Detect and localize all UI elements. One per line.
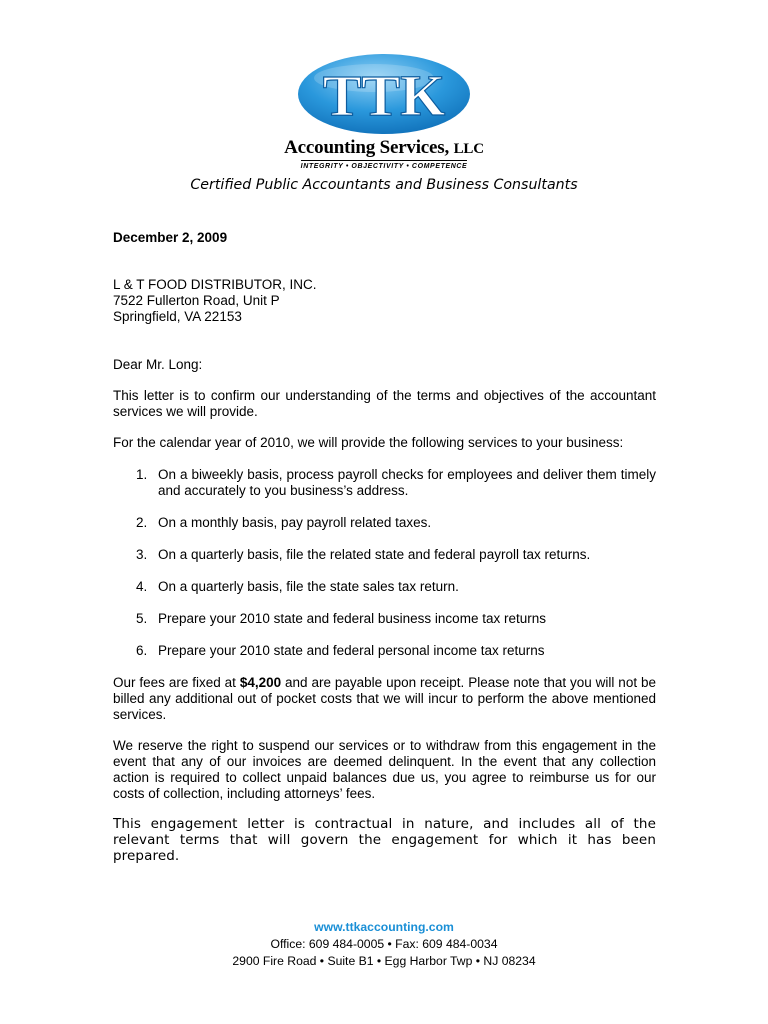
list-item: [113, 643, 656, 659]
letter-date: December 2, 2009: [113, 230, 228, 245]
list-item-text: On a quarterly basis, file the state sales tax return.: [158, 579, 459, 594]
logo-tagline: INTEGRITY • OBJECTIVITY • COMPETENCE: [301, 160, 468, 171]
ttk-ellipse-logo-icon: [296, 52, 472, 136]
letter-footer: [0, 919, 768, 970]
list-item: [113, 579, 656, 595]
letterhead-subtitle: Certified Public Accountants and Business Consultants: [190, 177, 578, 193]
fees-text-before: Our fees are fixed at: [113, 675, 240, 690]
list-item-number: 4.: [136, 579, 148, 594]
recipient-address: [113, 277, 317, 325]
fees-amount: $4,200: [239, 675, 282, 690]
list-item: [113, 547, 656, 563]
list-item-text: On a monthly basis, pay payroll related taxes.: [158, 515, 432, 530]
paragraph-services-intro: For the calendar year of 2010, we will provide the following services to your business:: [113, 435, 624, 450]
paragraph-reserve: We reserve the right to suspend our services or to withdraw from this engagement in the event that any of our invoices are deemed delinquent. In the event that any collection action is required to collect unpaid balances due us, you agree to reimburse us for our costs of collection, including attorneys’ fees.: [113, 738, 656, 801]
recipient-city: Springfield, VA 22153: [113, 309, 242, 324]
list-item: [113, 467, 656, 499]
logo-name-main: Accounting Services,: [284, 137, 450, 158]
footer-website-link[interactable]: www.ttkaccounting.com: [314, 920, 454, 934]
list-item: [113, 611, 656, 627]
services-list: [113, 467, 656, 675]
fees-text-after: and are payable upon receipt. Please note that you will not be billed any additional out of pocket costs that we will incur to perform the above mentioned services.: [113, 675, 656, 722]
logo-mark-text: TTK: [322, 63, 446, 128]
company-logo: [0, 52, 768, 171]
list-item-number: 5.: [136, 611, 148, 626]
list-item-number: 3.: [136, 547, 148, 562]
greeting: Dear Mr. Long:: [113, 357, 203, 372]
list-item-text: On a quarterly basis, file the related state and federal payroll tax returns.: [158, 547, 591, 562]
recipient-street: 7522 Fullerton Road, Unit P: [113, 293, 280, 308]
list-item-number: 1.: [136, 467, 148, 482]
list-item-number: 2.: [136, 515, 148, 530]
logo-name-suffix: LLC: [453, 141, 484, 157]
list-item-text: On a biweekly basis, process payroll checks for employees and deliver them timely and accurately to you business’s address.: [158, 467, 656, 498]
recipient-company: L & T FOOD DISTRIBUTOR, INC.: [113, 277, 317, 292]
footer-address: 2900 Fire Road • Suite B1 • Egg Harbor Twp • NJ 08234: [232, 954, 536, 968]
footer-phone-fax: Office: 609 484-0005 • Fax: 609 484-0034: [270, 937, 498, 951]
paragraph-engagement: This engagement letter is contractual in nature, and includes all of the relevant terms that will govern the engagement for which it has been prepared.: [113, 816, 656, 864]
list-item-text: Prepare your 2010 state and federal business income tax returns: [158, 611, 546, 626]
list-item-number: 6.: [136, 643, 148, 658]
list-item-text: Prepare your 2010 state and federal personal income tax returns: [158, 643, 545, 658]
paragraph-confirm: This letter is to confirm our understanding of the terms and objectives of the accountant services we will provide.: [113, 388, 656, 419]
list-item: [113, 515, 656, 531]
logo-company-name: [284, 138, 484, 159]
paragraph-fees: [113, 675, 656, 723]
